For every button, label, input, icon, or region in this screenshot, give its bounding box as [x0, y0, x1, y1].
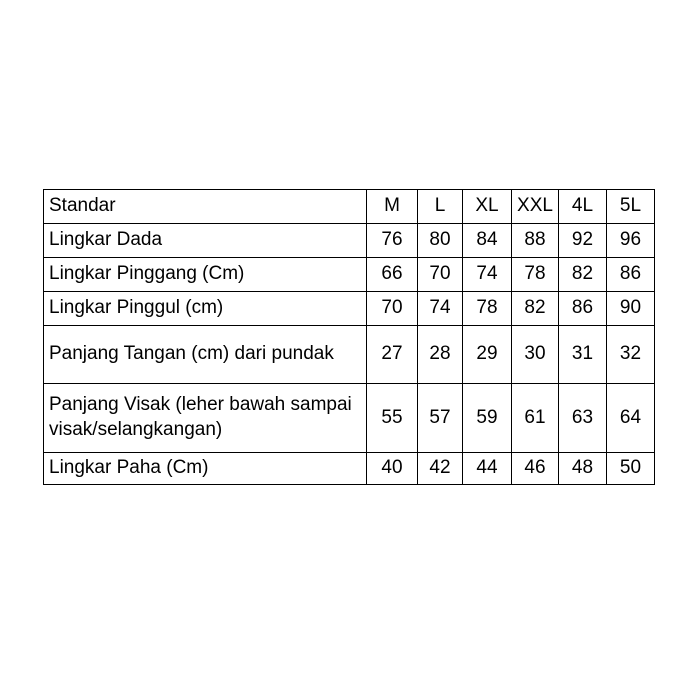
cell-value: 27 — [367, 326, 418, 384]
cell-value: 28 — [418, 326, 463, 384]
cell-value: 84 — [463, 224, 512, 258]
cell-value: 46 — [512, 453, 559, 485]
cell-value: 82 — [512, 292, 559, 326]
cell-value: 96 — [607, 224, 655, 258]
size-chart-table — [43, 189, 655, 485]
row-label: Lingkar Dada — [44, 224, 367, 258]
cell-value: 61 — [512, 384, 559, 453]
row-label: Panjang Visak (leher bawah sampai visak/selangkangan) — [44, 384, 367, 453]
row-label: Panjang Tangan (cm) dari pundak — [44, 326, 367, 384]
cell-value: 80 — [418, 224, 463, 258]
cell-value: 50 — [607, 453, 655, 485]
cell-value: 31 — [559, 326, 607, 384]
cell-value: 44 — [463, 453, 512, 485]
table-row — [44, 224, 655, 258]
table-row — [44, 453, 655, 485]
header-row — [44, 190, 655, 224]
cell-value: 66 — [367, 258, 418, 292]
cell-value: 86 — [607, 258, 655, 292]
cell-value: 90 — [607, 292, 655, 326]
size-header-xl: XL — [463, 190, 512, 224]
size-header-5l: 5L — [607, 190, 655, 224]
cell-value: 76 — [367, 224, 418, 258]
row-label: Lingkar Paha (Cm) — [44, 453, 367, 485]
row-label: Lingkar Pinggul (cm) — [44, 292, 367, 326]
cell-value: 55 — [367, 384, 418, 453]
cell-value: 86 — [559, 292, 607, 326]
cell-value: 74 — [463, 258, 512, 292]
size-header-xxl: XXL — [512, 190, 559, 224]
table-row — [44, 384, 655, 453]
cell-value: 63 — [559, 384, 607, 453]
cell-value: 88 — [512, 224, 559, 258]
size-header-4l: 4L — [559, 190, 607, 224]
cell-value: 48 — [559, 453, 607, 485]
cell-value: 64 — [607, 384, 655, 453]
size-header-l: L — [418, 190, 463, 224]
cell-value: 74 — [418, 292, 463, 326]
cell-value: 70 — [418, 258, 463, 292]
row-label: Lingkar Pinggang (Cm) — [44, 258, 367, 292]
cell-value: 78 — [512, 258, 559, 292]
cell-value: 29 — [463, 326, 512, 384]
table-row — [44, 258, 655, 292]
cell-value: 78 — [463, 292, 512, 326]
table-row — [44, 326, 655, 384]
cell-value: 59 — [463, 384, 512, 453]
cell-value: 42 — [418, 453, 463, 485]
cell-value: 30 — [512, 326, 559, 384]
cell-value: 82 — [559, 258, 607, 292]
cell-value: 32 — [607, 326, 655, 384]
table-row — [44, 292, 655, 326]
cell-value: 70 — [367, 292, 418, 326]
cell-value: 92 — [559, 224, 607, 258]
header-label: Standar — [44, 190, 367, 224]
cell-value: 40 — [367, 453, 418, 485]
cell-value: 57 — [418, 384, 463, 453]
size-header-m: M — [367, 190, 418, 224]
